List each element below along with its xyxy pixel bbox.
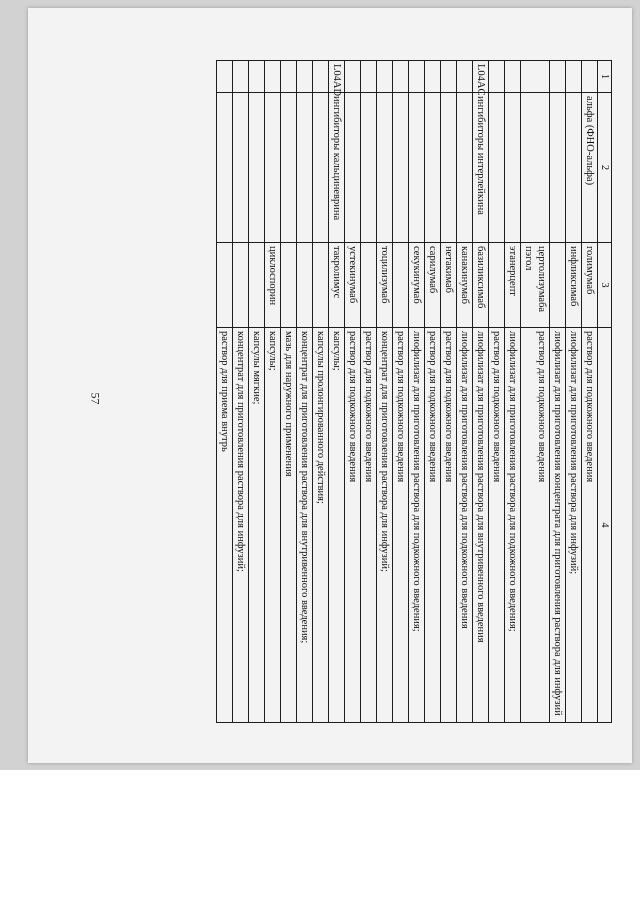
header-cell-code: 1 [598, 61, 612, 93]
cell-form: лиофилизат для приготовления раствора для внутривенного введения [473, 328, 489, 723]
cell-drug: голимумаб [582, 243, 598, 328]
cell-form: капсулы; [329, 328, 345, 723]
cell-form: мазь для наружного применения [281, 328, 297, 723]
cell-drug [297, 243, 313, 328]
cell-form: раствор для приема внутрь [217, 328, 233, 723]
cell-code [505, 61, 521, 93]
cell-code [313, 61, 329, 93]
cell-code [550, 61, 566, 93]
table-row [505, 61, 521, 723]
table-body [217, 61, 612, 723]
cell-drug [313, 243, 329, 328]
cell-drug [393, 243, 409, 328]
cell-form: концентрат для приготовления раствора для инфузий; [233, 328, 249, 723]
table-row [345, 61, 361, 723]
page-number: 57 [88, 392, 103, 405]
table-row [281, 61, 297, 723]
table-row [329, 61, 345, 723]
cell-group [313, 93, 329, 243]
header-cell-drug: 3 [598, 243, 612, 328]
table-row [297, 61, 313, 723]
cell-code [345, 61, 361, 93]
cell-form: лиофилизат для приготовления концентрата для приготовления раствора для инфузий [550, 328, 566, 723]
cell-code [409, 61, 425, 93]
cell-drug: канакинумаб [457, 243, 473, 328]
cell-code [377, 61, 393, 93]
cell-code [265, 61, 281, 93]
cell-drug: инфликсимаб [566, 243, 582, 328]
header-cell-group: 2 [598, 93, 612, 243]
cell-code [233, 61, 249, 93]
table-row [489, 61, 505, 723]
cell-form: раствор для подкожного введения [489, 328, 505, 723]
table-row [409, 61, 425, 723]
cell-drug: нетакимаб [441, 243, 457, 328]
cell-form: раствор для подкожного введения [441, 328, 457, 723]
cell-drug: устекинумаб [345, 243, 361, 328]
cell-code: L04AD [329, 61, 345, 93]
cell-form: лиофилизат для приготовления раствора для инфузий; [566, 328, 582, 723]
cell-code [393, 61, 409, 93]
cell-drug [249, 243, 265, 328]
cell-form: капсулы пролонгированного действия; [313, 328, 329, 723]
cell-drug [233, 243, 249, 328]
cell-form: раствор для подкожного введения [582, 328, 598, 723]
table-row [233, 61, 249, 723]
cell-form: концентрат для приготовления раствора для внутривенного введения; [297, 328, 313, 723]
cell-drug: цертолизумаба пэгол [521, 243, 550, 328]
table-row [521, 61, 550, 723]
cell-group [425, 93, 441, 243]
table-row [361, 61, 377, 723]
table-row [473, 61, 489, 723]
cell-form: раствор для подкожного введения [393, 328, 409, 723]
cell-drug: секукинумаб [409, 243, 425, 328]
cell-group [297, 93, 313, 243]
cell-group [249, 93, 265, 243]
cell-group [393, 93, 409, 243]
table-row [441, 61, 457, 723]
cell-drug [361, 243, 377, 328]
cell-group [550, 93, 566, 243]
cell-group [361, 93, 377, 243]
cell-code [281, 61, 297, 93]
cell-drug: сарилумаб [425, 243, 441, 328]
table-row [425, 61, 441, 723]
cell-drug: базиликсимаб [473, 243, 489, 328]
table-row [217, 61, 233, 723]
cell-group [409, 93, 425, 243]
table-row [393, 61, 409, 723]
cell-code [566, 61, 582, 93]
cell-group: ингибиторы интерлейкина [473, 93, 489, 243]
cell-code [441, 61, 457, 93]
cell-drug: циклоспорин [265, 243, 281, 328]
cell-form: концентрат для приготовления раствора для инфузий; [377, 328, 393, 723]
drug-table [216, 60, 612, 723]
cell-drug [550, 243, 566, 328]
cell-group [281, 93, 297, 243]
cell-drug: тоцилизумаб [377, 243, 393, 328]
cell-drug [489, 243, 505, 328]
cell-group [489, 93, 505, 243]
table-row [550, 61, 566, 723]
cell-group [505, 93, 521, 243]
table-row [377, 61, 393, 723]
cell-code [489, 61, 505, 93]
cell-form: раствор для подкожного введения [345, 328, 361, 723]
cell-drug: этанерцепт [505, 243, 521, 328]
table-header-row [598, 61, 612, 723]
rotated-table-container [90, 60, 612, 722]
cell-form: раствор для подкожного введения [521, 328, 550, 723]
cell-group: альфа (ФНО-альфа) [582, 93, 598, 243]
cell-group [457, 93, 473, 243]
cell-form: лиофилизат для приготовления раствора для подкожного введения; [505, 328, 521, 723]
cell-group [521, 93, 550, 243]
cell-group [345, 93, 361, 243]
cell-form: капсулы; [265, 328, 281, 723]
cell-group [566, 93, 582, 243]
cell-form: раствор для подкожного введения [361, 328, 377, 723]
cell-drug: такролимус [329, 243, 345, 328]
cell-code [249, 61, 265, 93]
cell-group [377, 93, 393, 243]
cell-group [265, 93, 281, 243]
cell-group [217, 93, 233, 243]
table-row [566, 61, 582, 723]
cell-group [441, 93, 457, 243]
header-cell-form: 4 [598, 328, 612, 723]
cell-form: капсулы мягкие; [249, 328, 265, 723]
cell-code [425, 61, 441, 93]
table-row [582, 61, 598, 723]
cell-drug [217, 243, 233, 328]
cell-code [582, 61, 598, 93]
cell-code: L04AC [473, 61, 489, 93]
cell-code [521, 61, 550, 93]
cell-code [361, 61, 377, 93]
cell-code [457, 61, 473, 93]
table-row [457, 61, 473, 723]
cell-drug [281, 243, 297, 328]
cell-form: лиофилизат для приготовления раствора для подкожного введения [457, 328, 473, 723]
cell-code [297, 61, 313, 93]
cell-form: лиофилизат для приготовления раствора для подкожного введения; [409, 328, 425, 723]
table-row [313, 61, 329, 723]
cell-group: ингибиторы кальциневрина [329, 93, 345, 243]
table-row [249, 61, 265, 723]
table-row [265, 61, 281, 723]
cell-form: раствор для подкожного введения [425, 328, 441, 723]
cell-group [233, 93, 249, 243]
cell-code [217, 61, 233, 93]
